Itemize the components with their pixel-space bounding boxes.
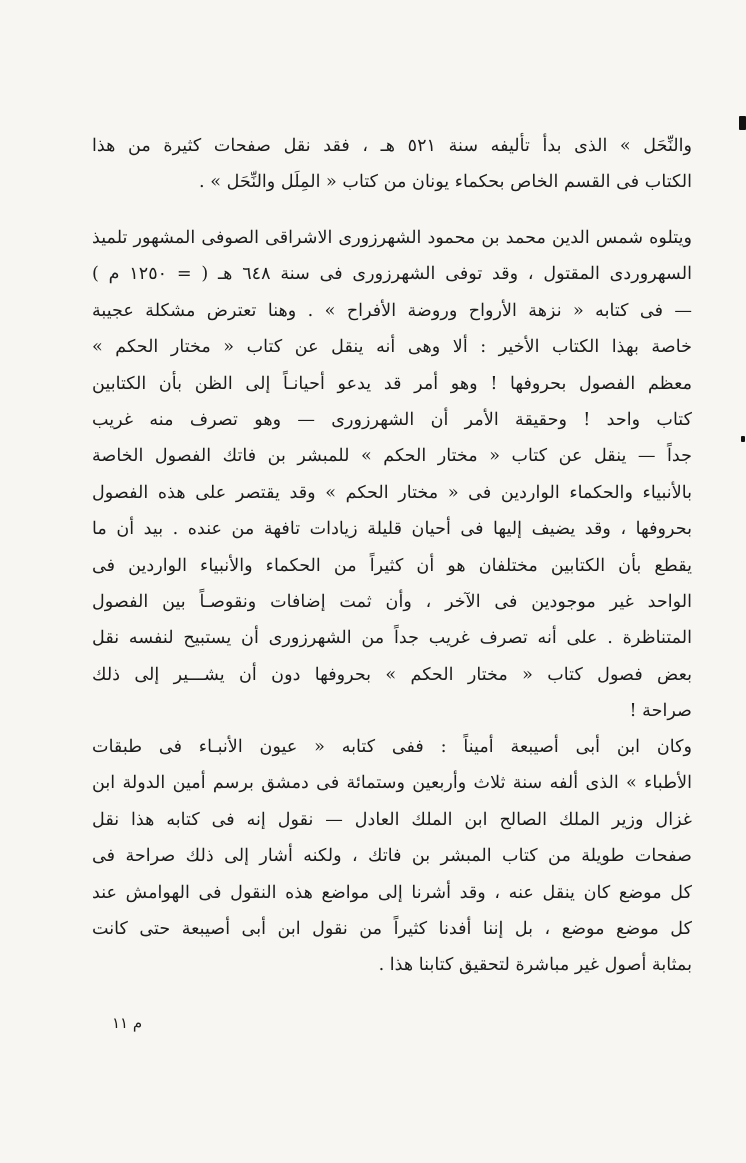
text-line: معظم الفصول بحروفها ! وهو أمر قد يدعو أحيانـاً إلى الظن بأن الكتابين bbox=[92, 373, 692, 394]
text-line: صفحات طويلة من كتاب المبشر بن فاتك ، ولكنه أشار إلى ذلك صراحة فى bbox=[92, 846, 692, 867]
text-line: الكتاب فى القسم الخاص بحكماء يونان من كتاب « المِلَل والنِّحَل » . bbox=[199, 172, 692, 193]
text-line: الواحد غير موجودين فى الآخر ، وأن ثمت إضافات ونقوصـاً بين الفصول bbox=[92, 591, 692, 612]
text-line: يقطع بأن الكتابين مختلفان هو أن كثيراً من الحكماء والأنبياء الواردين فى bbox=[92, 555, 692, 576]
paragraph-1 bbox=[92, 128, 692, 201]
page-edge-mark bbox=[739, 116, 746, 130]
text-line: كتاب واحد ! وحقيقة الأمر أن الشهرزورى — وهو تصرف منه غريب bbox=[92, 409, 692, 430]
text-line: بالأنبياء والحكماء الواردين فى « مختار الحكم » وقد يقتصر على هذه الفصول bbox=[92, 482, 692, 503]
page-edge-dot bbox=[741, 436, 745, 442]
paragraph-2 bbox=[92, 220, 692, 729]
text-line: خاصة بهذا الكتاب الأخير : ألا وهى أنه ينقل عن كتاب « مختار الحكم » bbox=[92, 337, 692, 358]
text-line: المتناظرة . على أنه تصرف غريب جداً من الشهرزورى أن يستبيح لنفسه نقل bbox=[92, 628, 692, 649]
text-line: جداً — ينقل عن كتاب « مختار الحكم » للمبشر بن فاتك الفصول الخاصة bbox=[92, 446, 692, 467]
text-line: السهروردى المقتول ، وقد توفى الشهرزورى فى سنة ٦٤٨ هـ ( = ١٢٥٠ م ) bbox=[92, 264, 692, 285]
text-line: الأطباء » الذى ألفه سنة ثلاث وأربعين وستمائة فى دمشق برسم أمين الدولة ابن bbox=[92, 773, 692, 794]
text-line: ويتلوه شمس الدين محمد بن محمود الشهرزورى الاشراقى الصوفى المشهور تلميذ bbox=[92, 228, 692, 248]
paragraph-3 bbox=[92, 729, 692, 984]
text-line: والنِّحَل » الذى بدأ تأليفه سنة ٥٢١ هـ ، فقد نقل صفحات كثيرة من هذا bbox=[92, 136, 692, 156]
text-line: كل موضع كان ينقل عنه ، وقد أشرنا إلى مواضع هذه النقول فى الهوامش عند bbox=[92, 882, 692, 903]
text-line: بحروفها ، وقد يضيف إليها فى أحيان قليلة زيادات تافهة من عنده . بيد أن ما bbox=[92, 519, 692, 540]
text-line: بمثابة أصول غير مباشرة لتحقيق كتابنا هذا . bbox=[378, 955, 692, 976]
text-line: غزال وزير الملك الصالح ابن الملك العادل — نقول إنه فى كتابه هذا نقل bbox=[92, 809, 692, 830]
text-line: صراحة ! bbox=[629, 701, 692, 722]
text-line: بعض فصول كتاب « مختار الحكم » بحروفها دون أن يشـــير إلى ذلك bbox=[92, 664, 692, 685]
text-line: — فى كتابه « نزهة الأرواح وروضة الأفراح » . وهنا تعترض مشكلة عجيبة bbox=[92, 300, 692, 321]
signature-mark: م ١١ bbox=[112, 1014, 143, 1032]
text-line: كل موضع موضع ، بل إننا أفدنا كثيراً من نقول ابن أبى أصيبعة حتى كانت bbox=[92, 918, 692, 939]
text-line: وكان ابن أبى أصيبعة أميناً : ففى كتابه « عيون الأنبـاء فى طبقات bbox=[92, 737, 692, 757]
